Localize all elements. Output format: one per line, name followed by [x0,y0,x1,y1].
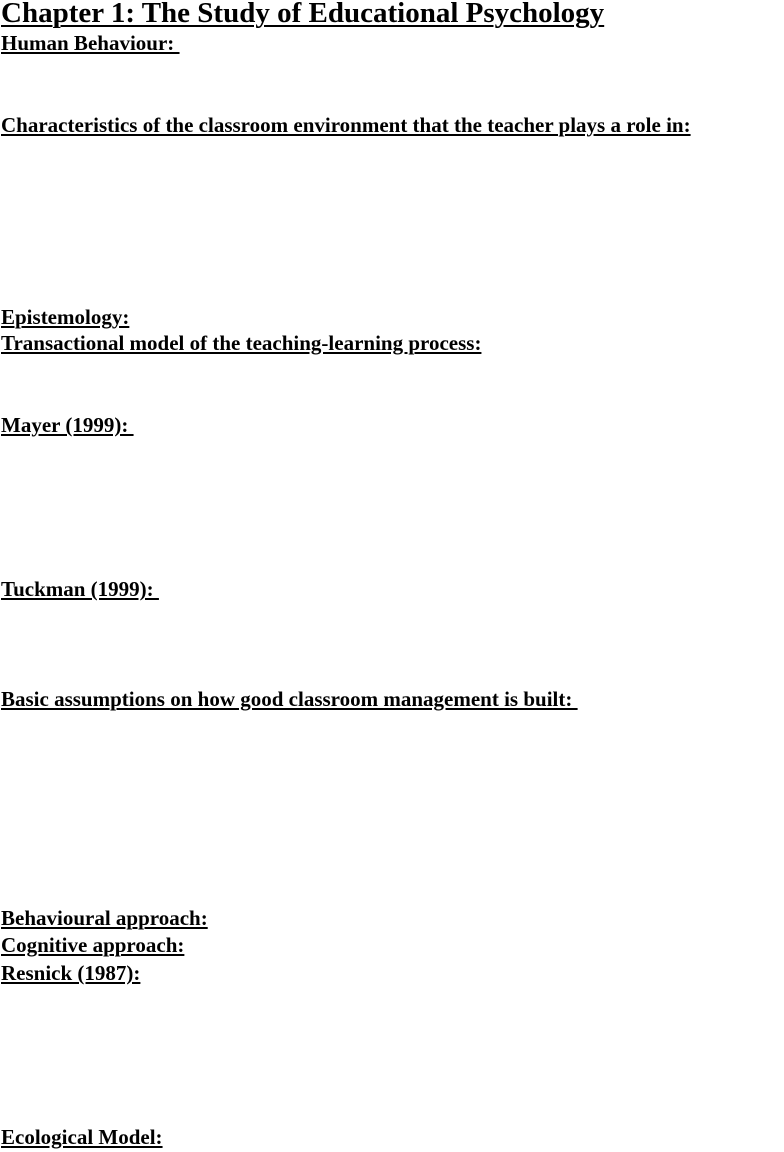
heading-basic-assumptions: Basic assumptions on how good classroom management is built: [1,687,578,711]
heading-tuckman: Tuckman (1999): [1,577,159,601]
heading-mayer: Mayer (1999): [1,413,134,437]
heading-classroom-characteristics: Characteristics of the classroom environment that the teacher plays a role in: [1,113,691,137]
heading-transactional-model: Transactional model of the teaching-learning process: [1,331,482,355]
heading-behavioural-approach: Behavioural approach: [1,906,208,930]
heading-epistemology: Epistemology: [1,305,130,329]
heading-human-behaviour: Human Behaviour: [1,31,180,55]
heading-ecological-model: Ecological Model: [1,1125,163,1149]
chapter-title: Chapter 1: The Study of Educational Psychology [1,0,605,29]
heading-cognitive-approach: Cognitive approach: [1,933,185,957]
heading-resnick: Resnick (1987): [1,961,141,985]
